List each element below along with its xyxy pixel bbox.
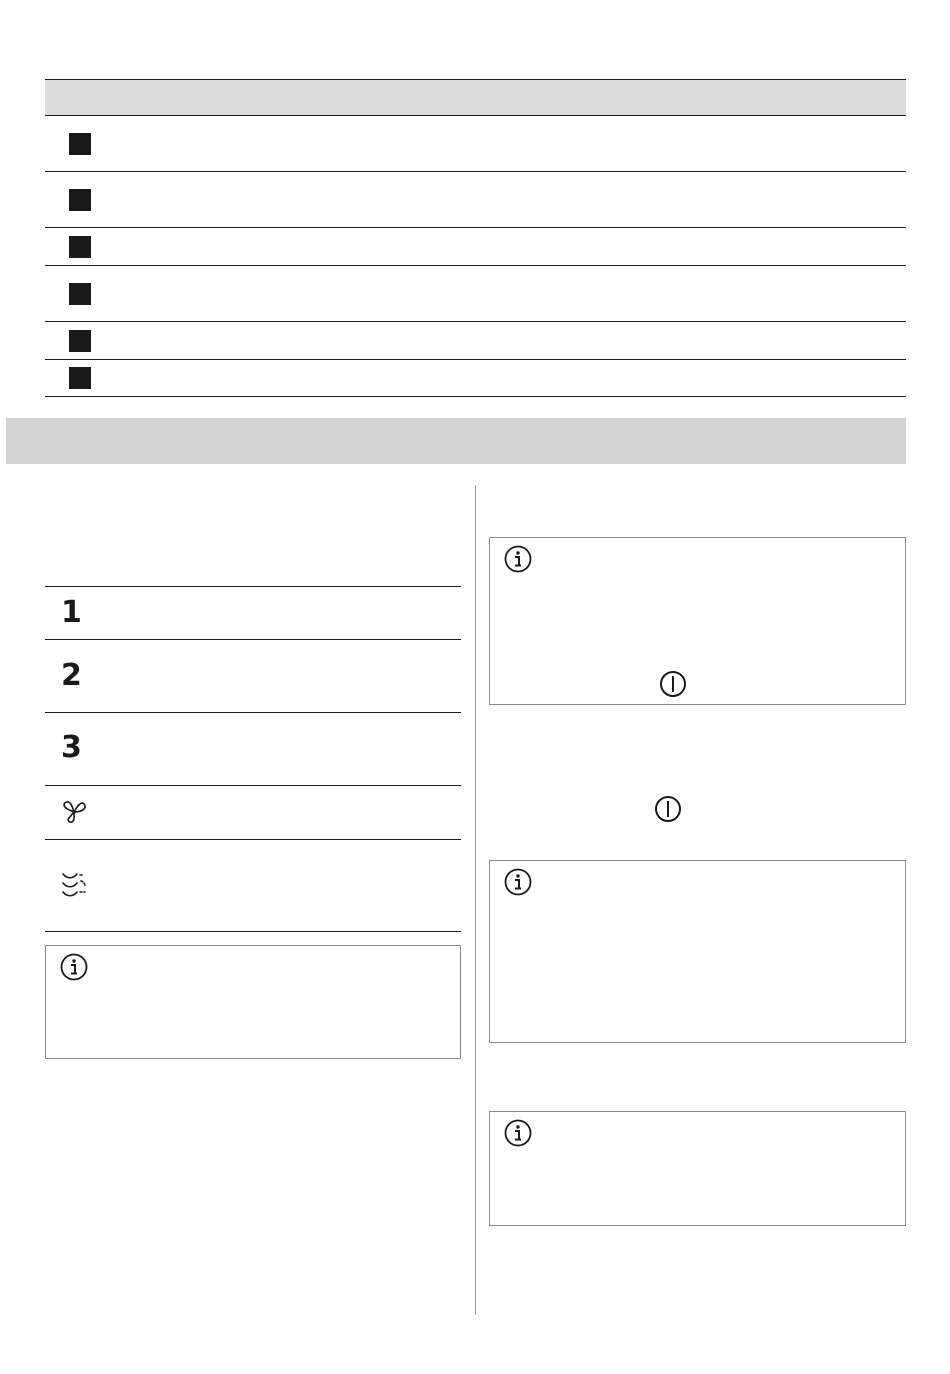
section-banner (6, 418, 906, 464)
function-table-header (45, 79, 906, 116)
table-row (45, 587, 461, 640)
symbol-digit: 1 (61, 595, 82, 630)
table-row (45, 228, 906, 266)
column-divider (475, 485, 476, 1315)
symbol-digit: 3 (61, 730, 82, 765)
table-row (45, 266, 906, 322)
info-icon (60, 953, 88, 981)
square-marker-icon (69, 367, 91, 389)
table-row (45, 840, 461, 932)
square-marker-icon (69, 330, 91, 352)
info-box (489, 860, 906, 1043)
function-table (45, 79, 906, 397)
power-icon (659, 670, 687, 698)
symbol-digit: 2 (61, 658, 82, 693)
square-marker-icon (69, 283, 91, 305)
info-icon (504, 868, 532, 896)
table-row (45, 322, 906, 360)
info-icon (504, 545, 532, 573)
table-row (45, 360, 906, 397)
info-box (489, 1111, 906, 1226)
table-row (45, 713, 461, 786)
table-row (45, 116, 906, 172)
info-icon (504, 1119, 532, 1147)
symbol-table (45, 586, 461, 932)
fan-icon (61, 800, 87, 824)
square-marker-icon (69, 189, 91, 211)
info-box (45, 945, 461, 1059)
table-row (45, 786, 461, 840)
square-marker-icon (69, 236, 91, 258)
power-icon (654, 795, 682, 823)
table-row (45, 640, 461, 713)
info-box (489, 537, 906, 705)
table-row (45, 172, 906, 228)
steam-icon (61, 870, 89, 898)
square-marker-icon (69, 133, 91, 155)
